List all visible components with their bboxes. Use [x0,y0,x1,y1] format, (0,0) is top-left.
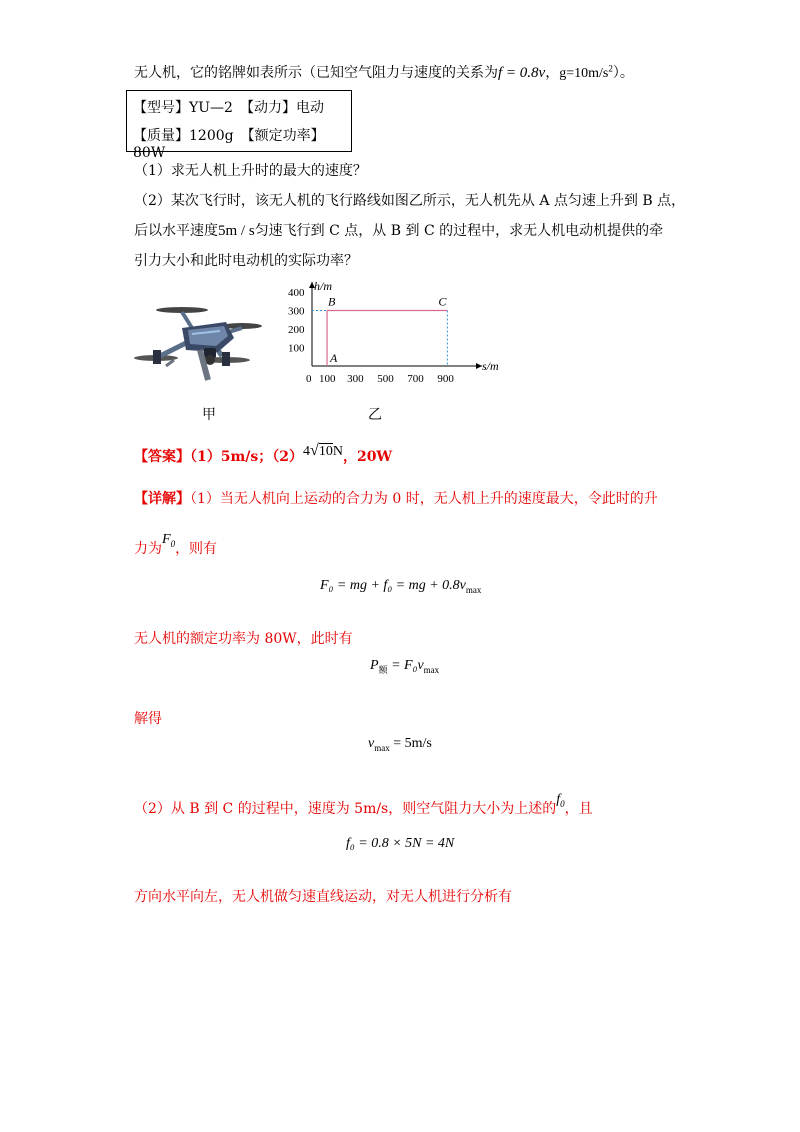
x-tick-label: 900 [437,373,454,385]
x-tick-label: 0 [306,373,312,385]
speed-value: 5m / s [218,223,255,239]
x-tick-label: 700 [407,373,424,385]
detail-line-6: 方向水平向左，无人机做匀速直线运动，对无人机进行分析有 [134,889,512,905]
answer-line: 【答案】（1）5m/s；（2）4√10N，20W [134,442,393,465]
nameplate-row-1: 【型号】YU—2 【动力】电动 [133,100,324,116]
intro-line: 无人机，它的铭牌如表所示（已知空气阻力与速度的关系为f = 0.8v，$g=10m/s^2$）。 [134,63,634,81]
sqrt-expression: 4√10N [303,442,343,459]
detail-line-1: 【详解】（1）当无人机向上运动的合力为 0 时，无人机上升的速度最大，令此时的升 [134,491,658,507]
nameplate-row-2: 【质量】1200g 【额定功率】80W [133,128,325,161]
detail-line-4: 解得 [134,711,162,727]
point-label-a: A [330,351,338,365]
question-2-line-3: 引力大小和此时电动机的实际功率？ [134,253,358,269]
caption-yi: 乙 [368,407,382,423]
x-axis-label: s/m [482,359,499,373]
question-1: （1）求无人机上升时的最大的速度？ [134,163,367,179]
question-2-line-1: （2）某次飞行时，该无人机的飞行路线如图乙所示，无人机先从 A 点匀速上升到 B 点， [134,193,686,209]
nameplate-table [126,90,352,161]
point-label-b: B [328,294,336,309]
y-tick-label: 300 [288,305,305,318]
equation-3: $v_{max} = 5m/s$ [368,736,432,753]
answer-label: 【答案】 [134,449,190,465]
equation-4: f₀ = 0.8 × 5N = 4N [346,836,455,851]
x-tick-label: 300 [347,373,364,385]
x-tick-label: 100 [319,373,336,385]
detail-label: 【详解】 [134,491,190,507]
equation-1: F₀ = mg + f₀ = mg + $0.8v_{max}$ [320,578,482,595]
equation-2: $P_额 = F_0v_{max}$ [370,658,440,675]
path-chart [284,278,499,392]
y-tick-label: 200 [288,324,305,336]
detail-line-5: （2）从 B 到 C 的过程中，速度为 5m/s，则空气阻力大小为上述的$f_0$，且 [134,792,593,817]
sqrt-sign-icon: √ [310,442,319,459]
drag-formula: f = 0.8v [498,65,546,81]
y-axis-label: h/m [314,279,332,293]
x-tick-label: 500 [377,373,394,385]
point-label-c: C [438,294,447,309]
drone-image [130,298,270,390]
y-tick-label: 100 [288,342,305,355]
question-2-line-2: 后以水平速度5m / s匀速飞行到 C 点，从 B 到 C 的过程中，求无人机电动机提供的牵 [134,223,664,239]
y-tick-label: 400 [288,287,305,299]
detail-line-2: 力为$F_0$，则有 [134,532,218,557]
detail-line-3: 无人机的额定功率为 80W，此时有 [134,631,353,647]
caption-jia: 甲 [202,407,216,423]
